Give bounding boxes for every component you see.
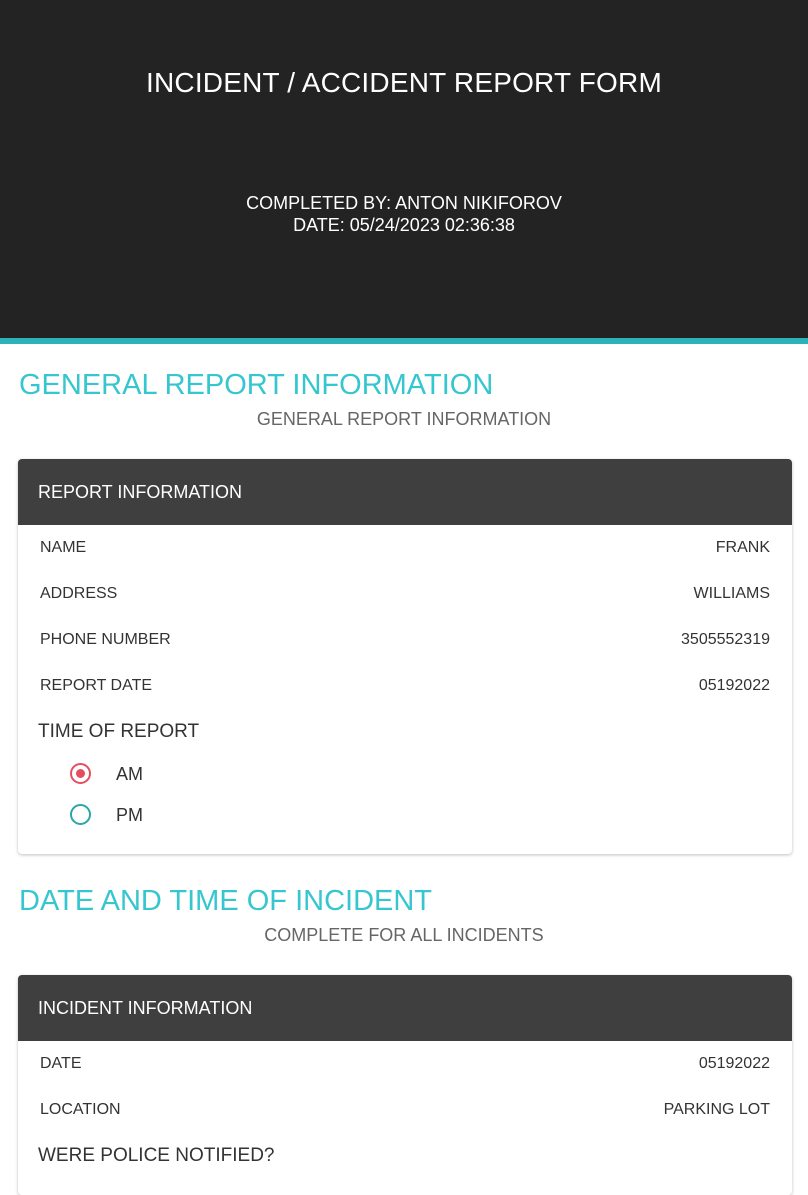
- field-label: REPORT DATE: [40, 677, 153, 694]
- field-row-date: [18, 1041, 792, 1087]
- incident-section-subtitle: COMPLETE FOR ALL INCIDENTS: [264, 925, 544, 945]
- field-value[interactable]: FRANK: [715, 539, 770, 556]
- radio-checked-icon[interactable]: [70, 763, 91, 784]
- incident-information-header: INCIDENT INFORMATION: [18, 975, 792, 1041]
- field-label: PHONE NUMBER: [40, 631, 171, 648]
- general-section-title: GENERAL REPORT INFORMATION: [19, 369, 494, 401]
- completion-meta: [0, 192, 808, 236]
- field-row-address: [18, 571, 792, 617]
- field-value[interactable]: 05192022: [698, 677, 770, 694]
- police-notified-question: WERE POLICE NOTIFIED?: [38, 1145, 275, 1166]
- report-header: [0, 0, 808, 344]
- radio-unchecked-icon[interactable]: [70, 804, 91, 825]
- radio-option-am[interactable]: [18, 755, 792, 796]
- incident-information-card: [18, 975, 792, 1195]
- report-information-card: [18, 459, 792, 854]
- completion-date: DATE: 05/24/2023 02:36:38: [293, 215, 515, 235]
- radio-label[interactable]: PM: [116, 805, 143, 825]
- general-section-subtitle: GENERAL REPORT INFORMATION: [256, 409, 552, 429]
- field-label: DATE: [40, 1055, 82, 1072]
- field-value[interactable]: PARKING LOT: [663, 1101, 770, 1118]
- incident-section-title: DATE AND TIME OF INCIDENT: [19, 885, 433, 917]
- field-label: ADDRESS: [40, 585, 118, 602]
- field-label: NAME: [40, 539, 87, 556]
- completed-by: COMPLETED BY: ANTON NIKIFOROV: [246, 193, 562, 213]
- time-of-report-question: TIME OF REPORT: [38, 721, 200, 742]
- field-row-phone-number: [18, 617, 792, 663]
- form-title: INCIDENT / ACCIDENT REPORT FORM: [146, 67, 662, 98]
- field-row-name: [18, 525, 792, 571]
- field-row-report-date: [18, 663, 792, 709]
- radio-option-pm[interactable]: [18, 796, 792, 837]
- field-row-location: [18, 1087, 792, 1133]
- radio-label[interactable]: AM: [116, 764, 143, 784]
- report-information-header: REPORT INFORMATION: [18, 459, 792, 525]
- field-label: LOCATION: [40, 1101, 121, 1118]
- field-value[interactable]: 3505552319: [681, 631, 770, 648]
- field-value[interactable]: WILLIAMS: [693, 585, 770, 602]
- field-value[interactable]: 05192022: [698, 1055, 770, 1072]
